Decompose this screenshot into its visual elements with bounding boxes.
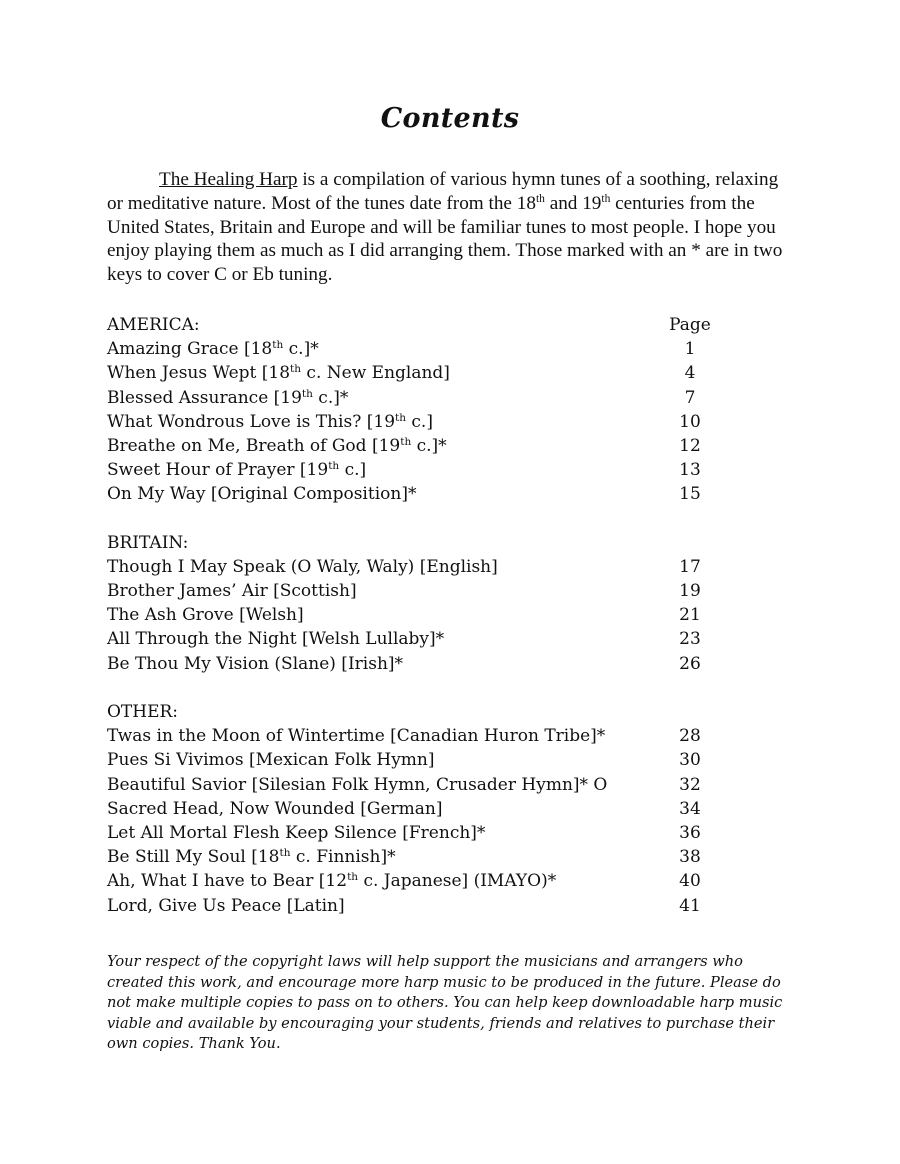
toc-entry-title — [107, 894, 668, 918]
entry-title-text: What Wondrous Love is This? [19 — [107, 411, 396, 432]
toc-entry — [107, 410, 712, 434]
section-heading: OTHER: — [107, 702, 179, 722]
toc-entry-page: 7 — [684, 387, 696, 408]
intro-text-3: centuries from the United States, Britain and Europe and will be familiar tunes to most people. I hope you enjoy playing them as much as I did arranging them. Those marked with an * are in two keys to cover C or Eb tuning. — [107, 192, 783, 286]
toc-entry — [107, 555, 712, 579]
entry-title-text: Sacred Head, Now Wounded [German] — [107, 798, 443, 819]
intro-paragraph — [107, 168, 797, 287]
toc-entry — [107, 337, 712, 361]
section-heading-row — [107, 700, 712, 724]
toc-entry — [107, 386, 712, 410]
entry-title-text: Beautiful Savior [Silesian Folk Hymn, Crusader Hymn]* O — [107, 774, 608, 795]
entry-title-text: Blessed Assurance [19 — [107, 387, 302, 408]
toc-entry-page: 23 — [679, 629, 701, 650]
section-spacer — [107, 676, 712, 700]
section-heading: BRITAIN: — [107, 532, 189, 553]
toc-entry-page: 13 — [679, 460, 701, 481]
entry-title-text: Amazing Grace [18 — [107, 339, 273, 360]
toc-entry — [107, 579, 712, 603]
entry-title-text: Let All Mortal Flesh Keep Silence [French]* — [107, 822, 486, 843]
toc-entry-title — [107, 748, 668, 772]
page-title: Contents — [380, 103, 520, 134]
ordinal-suffix: th — [347, 871, 359, 884]
toc-entry-page: 15 — [679, 484, 701, 505]
entry-title-rest: c.]* — [283, 339, 319, 360]
toc-entry-title — [107, 579, 668, 603]
toc-entry-page: 40 — [679, 871, 701, 892]
book-title: The Healing Harp — [159, 169, 298, 190]
section-heading-row — [107, 531, 712, 555]
toc-entry-title — [107, 773, 668, 797]
toc-entry-title — [107, 458, 668, 482]
intro-text-1: is a compilation of various hymn tunes of a soothing, relaxing or meditative nature. Most of the tunes date from the 18 — [107, 169, 779, 214]
entry-title-rest: c.] — [339, 460, 367, 481]
toc-entry-page: 26 — [679, 653, 701, 674]
entry-title-text: On My Way [Original Composition]* — [107, 484, 417, 505]
toc-entry-page: 12 — [679, 435, 701, 456]
entry-title-text: Twas in the Moon of Wintertime [Canadian Huron Tribe]* — [107, 726, 606, 747]
toc-entry-title — [107, 821, 668, 845]
toc-entry-page: 34 — [679, 798, 701, 819]
entry-title-text: When Jesus Wept [18 — [107, 363, 291, 384]
toc-entry-title — [107, 724, 668, 748]
toc-entry-title — [107, 410, 668, 434]
entry-title-text: Pues Si Vivimos [Mexican Folk Hymn] — [107, 750, 435, 771]
copyright-note-text: Your respect of the copyright laws will help support the musicians and arrangers who created this work, and encourage more harp music to be produced in the future. Please do not make multiple copies to pass on to others. You can help keep downloadable harp music viable and available by encouraging your students, friends and relatives to purchase their own copies. Thank You. — [107, 953, 783, 1053]
entry-title-rest: c.]* — [411, 435, 447, 456]
toc-entry — [107, 821, 712, 845]
toc-entry-title — [107, 869, 668, 893]
entry-title-text: Be Thou My Vision (Slane) [Irish]* — [107, 653, 404, 674]
toc-entry — [107, 724, 712, 748]
ordinal-suffix: th — [301, 387, 313, 400]
entry-title-text: Be Still My Soul [18 — [107, 847, 280, 868]
ordinal-suffix: th — [290, 363, 302, 376]
toc-entry-title — [107, 555, 668, 579]
page-column-header: Page — [669, 315, 711, 335]
toc-entry — [107, 458, 712, 482]
ordinal-suffix: th — [272, 339, 284, 352]
toc-entry — [107, 748, 712, 772]
intro-text-2: and 19 — [544, 192, 602, 214]
toc-entry-page: 30 — [679, 750, 701, 771]
toc-entry-title — [107, 434, 668, 458]
toc-entry-page: 10 — [679, 411, 701, 432]
section-heading-row — [107, 313, 712, 337]
section-heading: AMERICA: — [107, 315, 200, 335]
ordinal-suffix: th — [328, 460, 340, 473]
toc-entry — [107, 627, 712, 651]
toc-entry — [107, 894, 712, 918]
toc-entry-page: 19 — [679, 581, 701, 602]
toc-entry-page: 41 — [679, 895, 701, 916]
toc-entry-title — [107, 603, 668, 627]
toc-entry-page: 21 — [679, 605, 701, 626]
entry-title-rest: c.] — [406, 411, 433, 432]
ordinal-suffix: th — [395, 411, 406, 424]
toc-entry — [107, 845, 712, 869]
toc-entry-page: 1 — [684, 339, 696, 360]
toc-entry — [107, 797, 712, 821]
toc-entry — [107, 869, 712, 893]
entry-title-text: Though I May Speak (O Waly, Waly) [English] — [107, 556, 498, 577]
entry-title-text: Brother James’ Air [Scottish] — [107, 581, 357, 602]
toc-entry-title — [107, 797, 668, 821]
toc-entry-page: 17 — [679, 556, 701, 577]
toc-entry — [107, 482, 712, 506]
toc-entry-page: 28 — [679, 726, 701, 747]
toc-entry-title — [107, 845, 668, 869]
toc-entry — [107, 652, 712, 676]
copyright-note — [107, 952, 797, 1055]
intro-ordinal-2: th — [601, 192, 611, 205]
toc-entry-page: 4 — [684, 363, 696, 384]
entry-title-text: Sweet Hour of Prayer [19 — [107, 460, 329, 481]
toc-entry-title — [107, 652, 668, 676]
toc-entry — [107, 361, 712, 385]
entry-title-text: The Ash Grove [Welsh] — [107, 605, 304, 626]
section-spacer — [107, 507, 712, 531]
toc-entry-title — [107, 627, 668, 651]
table-of-contents — [107, 313, 712, 918]
toc-entry-title — [107, 361, 668, 385]
entry-title-rest: c.]* — [312, 387, 349, 408]
toc-entry-page: 36 — [679, 822, 701, 843]
entry-title-text: Lord, Give Us Peace [Latin] — [107, 895, 345, 916]
toc-entry — [107, 434, 712, 458]
entry-title-text: Ah, What I have to Bear [12 — [107, 871, 348, 892]
entry-title-text: All Through the Night [Welsh Lullaby]* — [107, 629, 445, 650]
toc-entry-page: 32 — [679, 774, 701, 795]
toc-entry-title — [107, 482, 668, 506]
toc-entry — [107, 773, 712, 797]
ordinal-suffix: th — [279, 847, 291, 860]
toc-entry-title — [107, 337, 668, 361]
entry-title-rest: c. New England] — [301, 363, 450, 384]
intro-ordinal-1: th — [535, 192, 545, 205]
toc-entry-page: 38 — [679, 847, 701, 868]
entry-title-rest: c. Japanese] (IMAYO)* — [358, 871, 557, 892]
entry-title-text: Breathe on Me, Breath of God [19 — [107, 435, 401, 456]
ordinal-suffix: th — [400, 435, 412, 448]
toc-entry — [107, 603, 712, 627]
entry-title-rest: c. Finnish]* — [290, 847, 396, 868]
toc-entry-title — [107, 386, 668, 410]
